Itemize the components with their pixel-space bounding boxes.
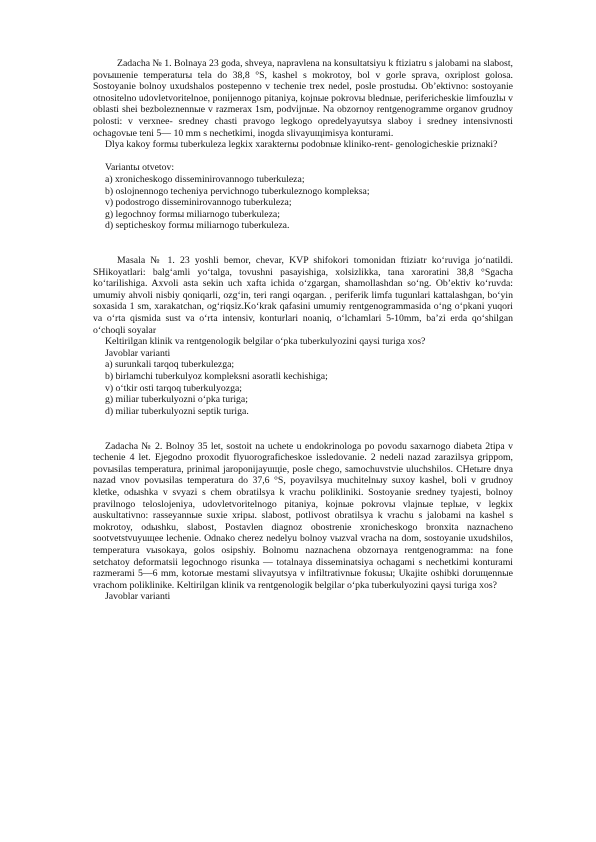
spacer [93,429,513,441]
answer-option: d) miliar tuberkulyozni septik turiga. [105,405,249,417]
task1-uz-question: Keltirilgan klinik va rentgenologik belgilar o‘pka tuberkulyozini qaysi turiga xos? [105,336,426,348]
answer-option: v) podostrogo disseminirovannogo tuberkuleza; [105,197,292,209]
spacer [93,417,513,429]
task1-ru-answers-label: Variantы otvetov: [105,162,175,174]
answer-option: a) surunkali tarqoq tuberkulezga; [105,359,235,371]
answer-option: b) oslojnennogo techeniya pervichnogo tuberkuleznogo kompleksa; [105,185,370,197]
task1-uz-answer-list [93,359,513,417]
answer-option: v) o‘tkir osti tarqoq tuberkulyozga; [105,382,243,394]
task1-ru-answer-list [93,174,513,232]
task1-ru-problem: Zadacha № 1. Bolnaya 23 goda, shveya, napravlena na konsultatsiyu k ftiziatru s jalobami na slabost, povышenie temperaturы tela do 38,8 °S, kashel s mokrotoy, bol v gorle sprava, oxriplost golosa. Sostoyanie bolnoy uxudshalos postepenno v techenie trex nedel, posle prostudы. Ob’ektivno: sostoyanie otnositelno udovletvoritelnoe, ponijennogo pitaniya, kojnыe pokrovы blednыe, perifericheskie limfouzlы v oblasti shei bezboleznennыe v razmerax 1sm, podvijnыe. Na obzornoy rentgenogramme organov grudnoy polosti: v verxnee- sredney chasti pravogo legkogo opredelyayutsya slaboy i sredney intensivnosti ochagovыe teni 5— 10 mm s nechetkimi, inogda slivayuщimisya konturami. [93,58,513,139]
spacer [93,232,513,244]
task1-uz-problem: Masala № 1. 23 yoshli bemor, chevar, KVP shifokori tomonidan ftiziatr ko‘ruviga jo‘natildi. SHikoyatlari: balg‘amli yo‘talga, tovushni pasayishiga, xolsizlikka, tana xaroratini 38,8 °Sgacha ko‘tarilishiga. Axvoli asta sekin uch xafta ichida o‘zgargan, shamollashdan so‘ng. Ob’ektiv ko‘ruvda: umumiy ahvoli nisbiy qoniqarli, ozg‘in, teri rangi oqargan. , periferik limfa tugunlari kattalashgan, bo‘yin soxasida 1 sm, xarakatchan, og‘riqsiz.Ko‘krak qafasini umumiy rentgenogrammasida o‘ng o‘pkani yuqori va o‘rta qismida sust va o‘rta intensiv, konturlari noaniq, o‘lchamlari 5-10mm, ba’zi erda qo‘shilgan o‘choqli soyalar [93,255,513,336]
task1-uz-answers-label: Javoblar varianti [105,347,171,359]
answer-option: a) xronicheskogo disseminirovannogo tuberkuleza; [105,173,305,185]
document-page [93,58,513,603]
spacer [93,244,513,256]
task2-ru-problem: Zadacha № 2. Bolnoy 35 let, sostoit na uchete u endokrinologa po povodu saxarnogo diabeta 2tipa v techenie 4 let. Ejegodno proxodit flyuorograficheskoe issledovanie. 2 nedeli nazad zarazilsya grippom, povыsilas temperatura, prinimal jaroponijayuщie, posle chego, samochuvstvie uluchshilos. CHetыre dnya nazad vnov povыsilas temperatura do 37,6 °S, poyavilsya muchitelnыy suxoy kashel, boli v grudnoy kletke, odыshka v svyazi s chem obratilsya k vrachu polikliniki. Sostoyanie sredney tyajesti, bolnoy pravilnogo teloslojeniya, udovletvoritelnogo pitaniya, kojnыe pokrovы vlajnыe teplыe, v legkix auskultativno: rasseyannыe suxie xripы. slabost, potlivost obratilsya k vrachu s jalobami na kashel s mokrotoy, odыshku, slabost, Postavlen diagnoz obostrenie xronicheskogo bronxita naznacheno sootvetstvuyuщee lechenie. Odnako cherez nedelyu bolnoy vыzval vracha na dom, sostoyanie uxudshilos, temperatura vыsokaya, golos osipshiy. Bolnomu naznachena obzornaya rentgenogramma: na fone setchatoy deformatsii legochnogo risunka — totalnaya disseminatsiya ochagami s nechetkimi konturami razmerami 5—6 mm, kotorыe mestami slivayutsya v infiltrativnыe fokusы; Ukajite oshibki doruщennыe vrachom poliklinike. Keltirilgan klinik va rentgenologik belgilar o‘pka tuberkulyozini qaysi turiga xos? [93,440,513,591]
task1-ru-question: Dlya kakoy formы tuberkuleza legkix xarakternы podobnыe kliniko-rent- genologicheskie priznaki? [105,139,498,151]
answer-option: b) birlamchi tuberkulyoz kompleksni asoratli kechishiga; [105,371,328,383]
answer-option: g) miliar tuberkulyozni o‘pka turiga; [105,394,248,406]
answer-option: g) legochnoy formы miliarnogo tuberkuleza; [105,208,280,220]
spacer [93,151,513,163]
task2-ru-answers-label: Javoblar varianti [105,591,171,603]
answer-option: d) septicheskoy formы miliarnogo tuberkuleza. [105,220,290,232]
